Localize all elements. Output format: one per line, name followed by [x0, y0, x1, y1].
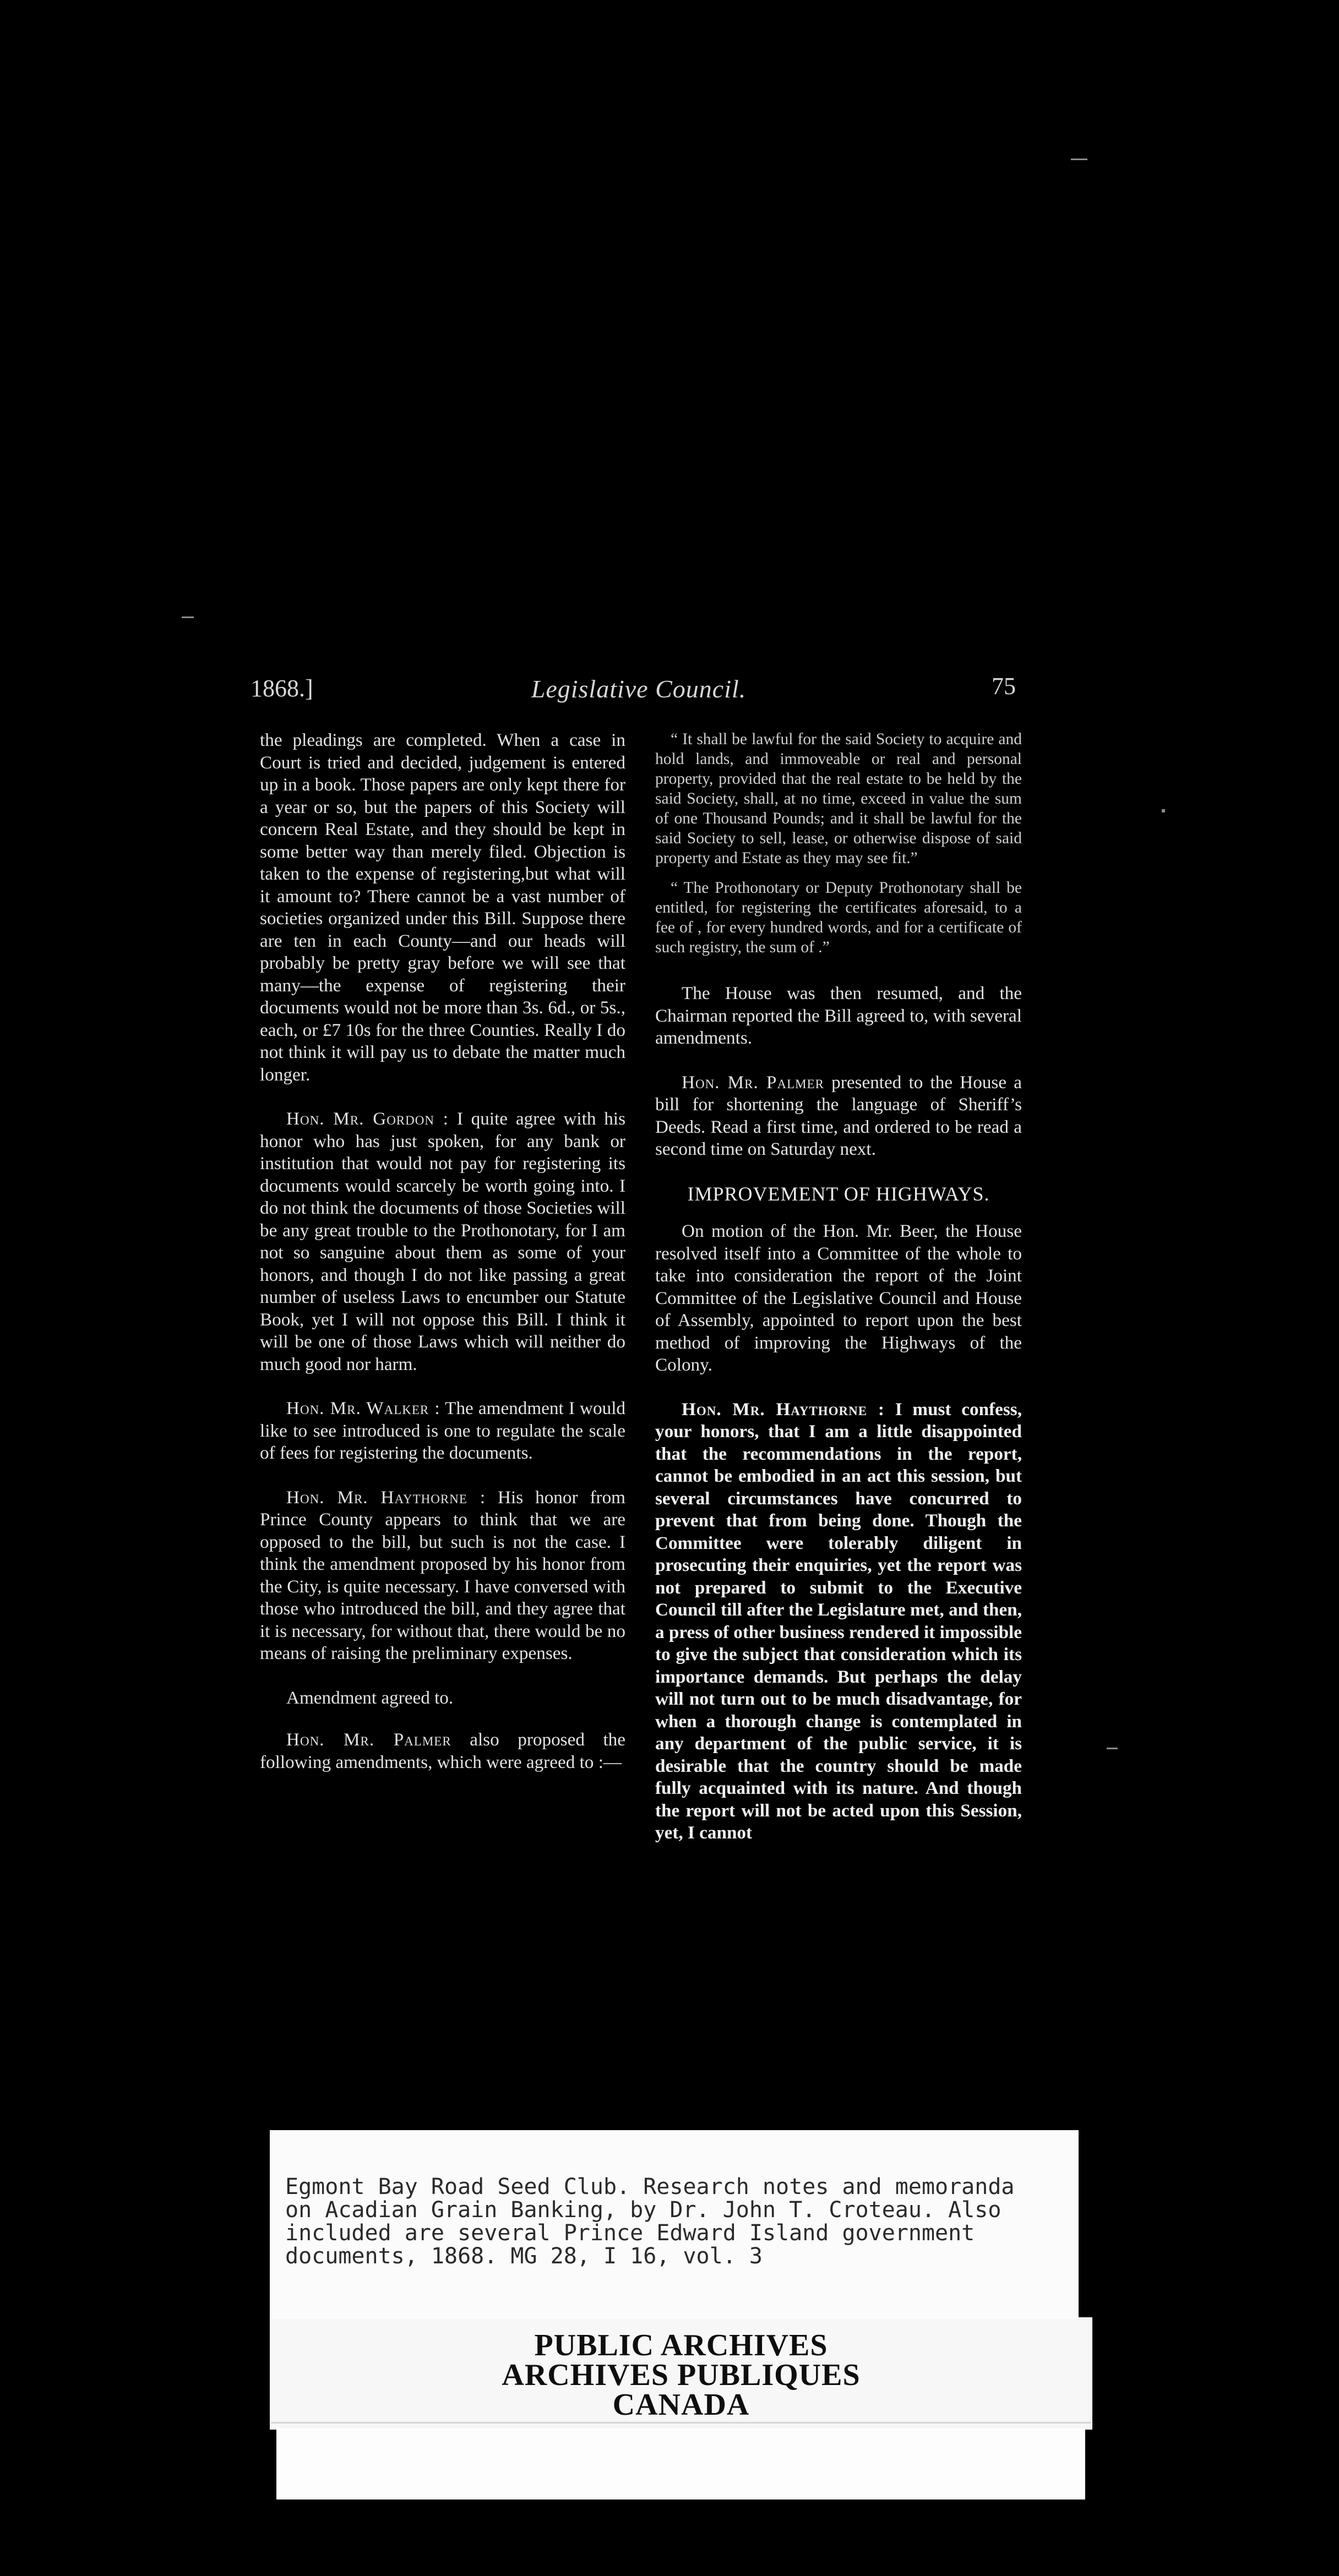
scan-speck [1071, 159, 1087, 160]
header-title: Legislative Council. [531, 675, 747, 703]
speaker-name: Hon. Mr. Palmer [682, 1072, 824, 1093]
paragraph-text: His honor from Prince County appears to think that we are opposed to the bill, but such is not the case. I think the amendment proposed by his honor from the City, is quite necessary. I have conversed with those who introduced the bill, and they agree that it is necessary, for without that, there would be no means of raising the preliminary expenses. [260, 1487, 625, 1663]
paragraph-text: presented to the House a bill for shortening the language of Sheriff’s Deeds. Read a first time, and ordered to be read a second time on Saturday next. [655, 1072, 1022, 1159]
paragraph-text: I quite agree with his honor who has just spoken, for any bank or institution that would not pay for registering its documents would scarcely be worth going into. I do not think the documents of those Societies will be any great trouble to the Prothonotary, for I am not so sanguine about them as some of your honors, and though I do not like passing a great number of useless Laws to encumber our Statute Book, yet I will not oppose this Bill. I think it will be one of those Laws which will neither do much good nor harm. [260, 1109, 625, 1374]
paragraph [655, 1399, 1022, 1844]
section-heading: IMPROVEMENT OF HIGHWAYS. [687, 1182, 990, 1205]
left-column [260, 729, 625, 1795]
scan-speck [1107, 1748, 1118, 1749]
speaker-name: Hon. Mr. Walker : [286, 1398, 440, 1418]
stamp-line: CANADA [612, 2388, 750, 2422]
paragraph [655, 1072, 1022, 1161]
quoted-clause: “ The Prothonotary or Deputy Prothonotary shall be entitled, for registering the certificates aforesaid, to a fee of , for every hundred words, and for a certificate of such registry, the sum of .” [655, 879, 1022, 956]
stamp-divider [271, 2422, 1091, 2424]
header-page-number: 75 [992, 673, 1016, 700]
speaker-name: Hon. Mr. Haythorne : [682, 1399, 885, 1420]
right-column [655, 729, 1022, 1866]
paragraph [260, 1398, 625, 1465]
paragraph-text: The amendment I would like to see introduced is one to regulate the scale of fees for registering the documents. [260, 1398, 626, 1463]
paragraph-text: I must confess, your honors, that I am a little disappointed that the recommendations in the report, cannot be embodied in an act this session, but several circumstances have concurred to prevent that from being done. Though the Committee were tolerably diligent in prosecuting their enquiries, yet the report was not prepared to submit to the Executive Council till after the Legislature met, and then, a press of other business rendered it impossible to give the subject that consideration which its importance demands. But perhaps the delay will not turn out to be much disadvantage, for when a thorough change is contemplated in any department of the public service, it is desirable that the country should be made fully acquainted with its nature. And though the report will not be acted upon this Session, yet, I cannot [655, 1399, 1022, 1843]
stamp-line: ARCHIVES PUBLIQUES [502, 2358, 861, 2392]
paragraph [260, 729, 625, 1086]
scan-speck [1162, 809, 1165, 812]
paragraph-text: the pleadings are completed. When a case in Court is tried and decided, judgement is entered up in a book. Those papers are only kept there for a year or so, but the papers of this Society will concern Real Estate, and they should be kept in some better way than merely filed. Objection is taken to the expense of registering,but what will it amount to? There cannot be a vast number of societies organized under this Bill. Suppose there are ten in each County—and our heads will probably be pretty gray before we will see that many—the expense of registering their documents would not be more than 3s. 6d., or 5s., each, or £7 10s for the three Counties. Really I do not think it will pay us to debate the matter much longer. [260, 730, 625, 1085]
archive-label-card [270, 2130, 1079, 2331]
archive-stamp [270, 2317, 1092, 2430]
stamp-line: PUBLIC ARCHIVES [534, 2328, 828, 2362]
paragraph [260, 1487, 625, 1665]
paragraph [260, 1687, 625, 1710]
speaker-name: Hon. Mr. Haythorne : [286, 1487, 486, 1508]
paragraph-text: also proposed the following amendments, which were agreed to :— [260, 1729, 625, 1772]
quoted-clause: “ It shall be lawful for the said Society to acquire and hold lands, and immoveable or real and personal property, provided that the real estate to be held by the said Society, shall, at no time, exceed in value the sum of one Thousand Pounds; and it shall be lawful for the said Society to sell, lease, or otherwise dispose of said property and Estate as they may see fit.” [655, 730, 1022, 867]
paragraph: On motion of the Hon. Mr. Beer, the House resolved itself into a Committee of the whole to take into consideration the report of the Joint Committee of the Legislative Council and House of Assembly, appointed to report upon the best method of improving the Highways of the Colony. [655, 1221, 1022, 1375]
speaker-name: Hon. Mr. Gordon : [286, 1109, 449, 1129]
paragraph [260, 1108, 625, 1376]
paragraph-text: Amendment agreed to. [286, 1687, 454, 1708]
page-header [251, 674, 1027, 707]
paragraph [260, 1729, 625, 1773]
archive-label-text: Egmont Bay Road Seed Club. Research notes and memoranda on Acadian Grain Banking, by Dr. John T. Croteau. Also included are several Prince Edward Island government documents, 1868. MG 28, I 16, vol. 3 [285, 2174, 1015, 2269]
scan-speck [182, 616, 194, 618]
speaker-name: Hon. Mr. Palmer [286, 1729, 451, 1750]
blank-paper-strip [276, 2428, 1085, 2499]
header-year: 1868.] [251, 675, 313, 702]
paragraph: The House was then resumed, and the Chairman reported the Bill agreed to, with several amendments. [655, 983, 1022, 1048]
